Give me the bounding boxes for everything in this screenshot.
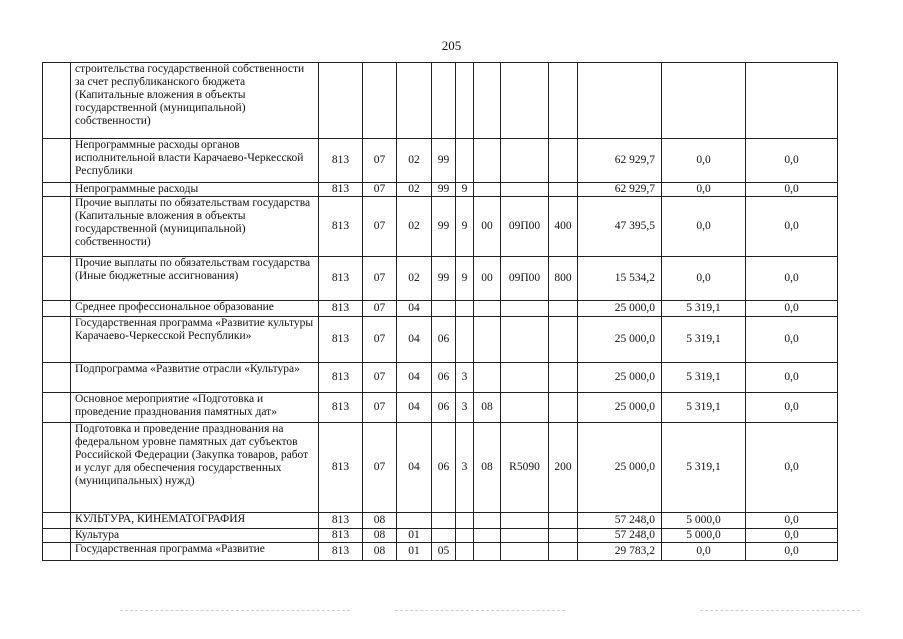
cell-s2 bbox=[662, 63, 746, 139]
cell-index bbox=[43, 257, 71, 301]
cell-rz: 07 bbox=[363, 423, 397, 513]
cell-name: Подготовка и проведение празднования на федеральном уровне памятных дат субъектов Российской Федерации (Закупка товаров, работ и услуг для обеспечения государственных (муниципальных) нужд) bbox=[71, 423, 319, 513]
cell-s3: 0,0 bbox=[746, 197, 838, 257]
cell-p2 bbox=[456, 139, 474, 183]
table-row bbox=[43, 301, 838, 317]
cell-pr bbox=[397, 63, 432, 139]
cell-vr bbox=[549, 301, 578, 317]
cell-p3 bbox=[474, 543, 501, 561]
cell-p1: 99 bbox=[432, 183, 456, 197]
cell-p4 bbox=[501, 317, 549, 363]
cell-ved: 813 bbox=[319, 423, 363, 513]
cell-vr bbox=[549, 529, 578, 543]
cell-s1: 15 534,2 bbox=[578, 257, 662, 301]
page-number: 205 bbox=[441, 38, 462, 53]
table-row bbox=[43, 257, 838, 301]
cell-s1: 25 000,0 bbox=[578, 363, 662, 393]
cell-name: Непрограммные расходы bbox=[71, 183, 319, 197]
cell-rz: 08 bbox=[363, 529, 397, 543]
cell-name: Государственная программа «Развитие bbox=[71, 543, 319, 561]
footer-divider-left bbox=[120, 610, 350, 611]
cell-p3 bbox=[474, 139, 501, 183]
cell-p3 bbox=[474, 513, 501, 529]
cell-s3: 0,0 bbox=[746, 317, 838, 363]
cell-s1: 25 000,0 bbox=[578, 301, 662, 317]
cell-pr bbox=[397, 513, 432, 529]
table-row bbox=[43, 529, 838, 543]
cell-s1 bbox=[578, 63, 662, 139]
cell-index bbox=[43, 183, 71, 197]
cell-name: КУЛЬТУРА, КИНЕМАТОГРАФИЯ bbox=[71, 513, 319, 529]
cell-p1 bbox=[432, 301, 456, 317]
cell-p4 bbox=[501, 183, 549, 197]
cell-pr: 04 bbox=[397, 301, 432, 317]
cell-name: Культура bbox=[71, 529, 319, 543]
cell-index bbox=[43, 317, 71, 363]
cell-rz: 07 bbox=[363, 183, 397, 197]
cell-p1 bbox=[432, 513, 456, 529]
table-row bbox=[43, 363, 838, 393]
cell-p3 bbox=[474, 317, 501, 363]
cell-name: Среднее профессиональное образование bbox=[71, 301, 319, 317]
cell-p1: 05 bbox=[432, 543, 456, 561]
cell-s3: 0,0 bbox=[746, 183, 838, 197]
cell-p4 bbox=[501, 63, 549, 139]
cell-p2 bbox=[456, 63, 474, 139]
cell-index bbox=[43, 393, 71, 423]
cell-s2: 0,0 bbox=[662, 257, 746, 301]
cell-index bbox=[43, 197, 71, 257]
cell-p3: 08 bbox=[474, 423, 501, 513]
cell-vr bbox=[549, 363, 578, 393]
cell-p4 bbox=[501, 543, 549, 561]
cell-s2: 0,0 bbox=[662, 543, 746, 561]
cell-p3: 00 bbox=[474, 197, 501, 257]
cell-vr: 800 bbox=[549, 257, 578, 301]
table-row bbox=[43, 183, 838, 197]
cell-p3: 08 bbox=[474, 393, 501, 423]
cell-rz: 07 bbox=[363, 301, 397, 317]
cell-s2: 5 319,1 bbox=[662, 393, 746, 423]
cell-s3: 0,0 bbox=[746, 423, 838, 513]
cell-p3 bbox=[474, 301, 501, 317]
cell-pr: 01 bbox=[397, 529, 432, 543]
cell-pr: 02 bbox=[397, 257, 432, 301]
cell-pr: 04 bbox=[397, 363, 432, 393]
cell-pr: 04 bbox=[397, 393, 432, 423]
cell-p4 bbox=[501, 393, 549, 423]
cell-s1: 25 000,0 bbox=[578, 423, 662, 513]
cell-s1: 25 000,0 bbox=[578, 393, 662, 423]
cell-vr bbox=[549, 393, 578, 423]
cell-p1: 99 bbox=[432, 139, 456, 183]
cell-s2: 0,0 bbox=[662, 139, 746, 183]
table-row bbox=[43, 197, 838, 257]
cell-ved bbox=[319, 63, 363, 139]
cell-p1: 99 bbox=[432, 197, 456, 257]
cell-ved: 813 bbox=[319, 197, 363, 257]
cell-s1: 57 248,0 bbox=[578, 513, 662, 529]
cell-p2: 9 bbox=[456, 197, 474, 257]
cell-pr: 04 bbox=[397, 317, 432, 363]
cell-s1: 25 000,0 bbox=[578, 317, 662, 363]
cell-index bbox=[43, 301, 71, 317]
cell-ved: 813 bbox=[319, 317, 363, 363]
cell-p1 bbox=[432, 529, 456, 543]
cell-p2 bbox=[456, 543, 474, 561]
cell-ved: 813 bbox=[319, 301, 363, 317]
cell-s1: 62 929,7 bbox=[578, 183, 662, 197]
cell-s3: 0,0 bbox=[746, 513, 838, 529]
cell-s3: 0,0 bbox=[746, 529, 838, 543]
cell-vr: 200 bbox=[549, 423, 578, 513]
cell-pr: 02 bbox=[397, 197, 432, 257]
cell-index bbox=[43, 363, 71, 393]
table-row bbox=[43, 543, 838, 561]
cell-p2 bbox=[456, 529, 474, 543]
cell-p2: 9 bbox=[456, 183, 474, 197]
table-row bbox=[43, 139, 838, 183]
cell-name: Прочие выплаты по обязательствам государства (Капитальные вложения в объекты государственной (муниципальной) собственности) bbox=[71, 197, 319, 257]
budget-table bbox=[42, 62, 838, 561]
cell-s3: 0,0 bbox=[746, 363, 838, 393]
cell-vr bbox=[549, 543, 578, 561]
cell-pr: 02 bbox=[397, 183, 432, 197]
cell-index bbox=[43, 543, 71, 561]
cell-vr bbox=[549, 513, 578, 529]
cell-pr: 04 bbox=[397, 423, 432, 513]
cell-name: Подпрограмма «Развитие отрасли «Культура» bbox=[71, 363, 319, 393]
table-row bbox=[43, 317, 838, 363]
cell-rz: 07 bbox=[363, 393, 397, 423]
cell-pr: 02 bbox=[397, 139, 432, 183]
cell-ved: 813 bbox=[319, 257, 363, 301]
cell-p1: 06 bbox=[432, 423, 456, 513]
cell-p2: 3 bbox=[456, 393, 474, 423]
cell-p4 bbox=[501, 301, 549, 317]
cell-vr: 400 bbox=[549, 197, 578, 257]
cell-vr bbox=[549, 139, 578, 183]
cell-vr bbox=[549, 317, 578, 363]
cell-rz: 07 bbox=[363, 139, 397, 183]
cell-index bbox=[43, 63, 71, 139]
cell-rz: 07 bbox=[363, 363, 397, 393]
cell-s2: 5 319,1 bbox=[662, 317, 746, 363]
cell-p4 bbox=[501, 529, 549, 543]
cell-rz: 07 bbox=[363, 197, 397, 257]
cell-p3 bbox=[474, 529, 501, 543]
cell-s2: 5 319,1 bbox=[662, 363, 746, 393]
cell-s2: 5 000,0 bbox=[662, 529, 746, 543]
table-row bbox=[43, 63, 838, 139]
cell-ved: 813 bbox=[319, 529, 363, 543]
cell-s2: 0,0 bbox=[662, 197, 746, 257]
cell-ved: 813 bbox=[319, 183, 363, 197]
cell-s3: 0,0 bbox=[746, 301, 838, 317]
cell-p1: 06 bbox=[432, 363, 456, 393]
cell-p4: 09П00 bbox=[501, 257, 549, 301]
cell-index bbox=[43, 529, 71, 543]
cell-rz bbox=[363, 63, 397, 139]
cell-name: Непрограммные расходы органов исполнительной власти Карачаево-Черкесской Республики bbox=[71, 139, 319, 183]
cell-ved: 813 bbox=[319, 543, 363, 561]
cell-rz: 08 bbox=[363, 543, 397, 561]
cell-p4 bbox=[501, 139, 549, 183]
cell-p1: 06 bbox=[432, 393, 456, 423]
cell-s1: 62 929,7 bbox=[578, 139, 662, 183]
cell-p2: 3 bbox=[456, 423, 474, 513]
cell-p3 bbox=[474, 63, 501, 139]
cell-index bbox=[43, 139, 71, 183]
cell-ved: 813 bbox=[319, 513, 363, 529]
cell-rz: 07 bbox=[363, 317, 397, 363]
cell-s3: 0,0 bbox=[746, 257, 838, 301]
cell-vr bbox=[549, 63, 578, 139]
table-row bbox=[43, 513, 838, 529]
table-row bbox=[43, 423, 838, 513]
cell-s1: 47 395,5 bbox=[578, 197, 662, 257]
cell-name: Государственная программа «Развитие культуры Карачаево-Черкесской Республики» bbox=[71, 317, 319, 363]
cell-index bbox=[43, 423, 71, 513]
cell-index bbox=[43, 513, 71, 529]
cell-s3: 0,0 bbox=[746, 543, 838, 561]
cell-p2: 9 bbox=[456, 257, 474, 301]
cell-name: Основное мероприятие «Подготовка и проведение празднования памятных дат» bbox=[71, 393, 319, 423]
cell-pr: 01 bbox=[397, 543, 432, 561]
cell-vr bbox=[549, 183, 578, 197]
cell-s1: 57 248,0 bbox=[578, 529, 662, 543]
cell-rz: 08 bbox=[363, 513, 397, 529]
cell-name: Прочие выплаты по обязательствам государства (Иные бюджетные ассигнования) bbox=[71, 257, 319, 301]
cell-rz: 07 bbox=[363, 257, 397, 301]
cell-p1: 06 bbox=[432, 317, 456, 363]
cell-p4: 09П00 bbox=[501, 197, 549, 257]
table-row bbox=[43, 393, 838, 423]
cell-p2 bbox=[456, 301, 474, 317]
cell-ved: 813 bbox=[319, 363, 363, 393]
cell-s3 bbox=[746, 63, 838, 139]
cell-s2: 0,0 bbox=[662, 183, 746, 197]
cell-s2: 5 319,1 bbox=[662, 301, 746, 317]
cell-s2: 5 319,1 bbox=[662, 423, 746, 513]
cell-p4: R5090 bbox=[501, 423, 549, 513]
cell-s3: 0,0 bbox=[746, 139, 838, 183]
cell-p4 bbox=[501, 363, 549, 393]
cell-p3: 00 bbox=[474, 257, 501, 301]
cell-p2 bbox=[456, 317, 474, 363]
cell-p4 bbox=[501, 513, 549, 529]
cell-p1 bbox=[432, 63, 456, 139]
footer-divider-right bbox=[700, 610, 860, 611]
cell-ved: 813 bbox=[319, 393, 363, 423]
cell-p2: 3 bbox=[456, 363, 474, 393]
cell-name: строительства государственной собственности за счет республиканского бюджета (Капитальные вложения в объекты государственной (муниципальной) собственности) bbox=[71, 63, 319, 139]
cell-s3: 0,0 bbox=[746, 393, 838, 423]
cell-p3 bbox=[474, 363, 501, 393]
cell-s1: 29 783,2 bbox=[578, 543, 662, 561]
footer-divider-center bbox=[395, 610, 565, 611]
cell-ved: 813 bbox=[319, 139, 363, 183]
cell-p2 bbox=[456, 513, 474, 529]
cell-p3 bbox=[474, 183, 501, 197]
cell-p1: 99 bbox=[432, 257, 456, 301]
cell-s2: 5 000,0 bbox=[662, 513, 746, 529]
